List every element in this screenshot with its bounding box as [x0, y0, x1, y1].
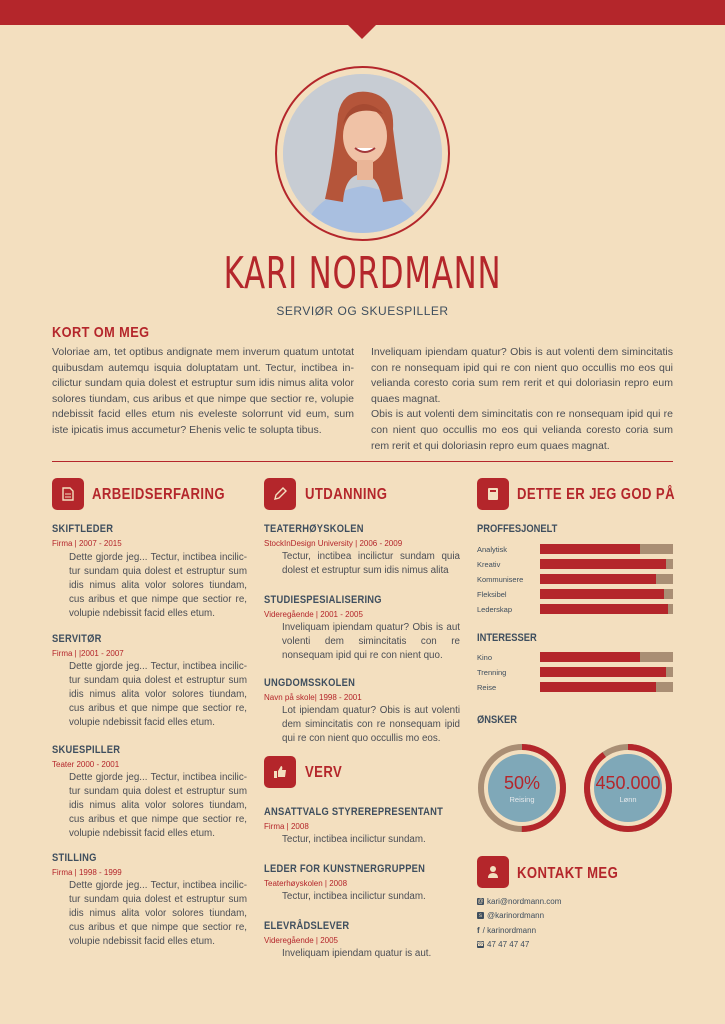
book-icon — [477, 478, 509, 510]
skill-label: Fleksibel — [477, 590, 507, 599]
education-item-meta: Videregående | 2001 - 2005 — [264, 610, 363, 619]
work-item-title: SKIFTLEDER — [52, 523, 114, 535]
work-item-desc: Dette gjorde jeg... Tectur, inctibea incilic-tur sundam quia dolest et estruptur sum idis nimus alita volor solores tiundam, cus aribus et que nimpe que sectior re, volupie ndebissit facid elles etum. — [69, 552, 247, 619]
section-divider — [52, 461, 673, 462]
skill-bar — [540, 604, 673, 614]
verv-item-desc: Inveliquam ipiendam quatur is aut. — [282, 948, 432, 959]
work-item-title: SKUESPILLER — [52, 744, 121, 756]
skill-bar-fill — [540, 604, 668, 614]
contact-section-title: KONTAKT MEG — [517, 865, 619, 882]
skill-bar — [540, 574, 673, 584]
skill-label: Analytisk — [477, 545, 508, 554]
about-text-left: Voloriae am, tet optibus andignate mem inverum quatum untotat quibusdam autemqu isquia doluptatam unt. Tectur, inctibea in-cilictur sundam quia dolest et estruptur sum idis nimus alita volor solores tiundam, cus aribus et que nimpe que sectior re, volupie ndebissit facid elles etum nis eveleste solorrunt vid eum, sum iste ipicatis imus accumetur? Ehenis velic te solupta tibus. — [52, 346, 354, 436]
work-item-meta: Teater 2000 - 2001 — [52, 760, 120, 769]
skill-bar-fill — [540, 652, 640, 662]
education-item-title: UNGDOMSSKOLEN — [264, 677, 356, 689]
skill-label: Lederskap — [477, 605, 513, 614]
verv-item-meta: Firma | 2008 — [264, 822, 309, 831]
skill-label: Kommunisere — [477, 575, 524, 584]
education-item-title: TEATERHØYSKOLEN — [264, 523, 364, 535]
education-section-title: UTDANNING — [305, 486, 388, 503]
wish-ring-travel — [477, 743, 567, 833]
wish-ring-salary — [583, 743, 673, 833]
skill-label: Kino — [477, 653, 493, 662]
verv-item-meta: Videregående | 2005 — [264, 936, 338, 945]
skill-label: Reise — [477, 683, 497, 692]
interests-title: INTERESSER — [477, 632, 537, 644]
skill-bar-fill — [540, 559, 666, 569]
phone-icon: ☎ — [476, 942, 485, 948]
profile-photo — [283, 74, 442, 233]
skill-label: Kreativ — [477, 560, 501, 569]
contact-facebook-text: / karinordmann — [482, 926, 537, 935]
wishes-title: ØNSKER — [477, 714, 518, 726]
verv-section-title: VERV — [305, 764, 343, 781]
about-text-right-p1: Inveliquam ipiendam quatur? Obis is aut volenti dem simincitatis con re nonsequam ipid qui re con nient quo occullis mo eos qui velianda coresto coria sum rem rerit et qui doloriasin repro eum quaes magnat. — [371, 346, 673, 405]
skill-bar-fill — [540, 667, 666, 677]
education-item-meta: StockInDesign University | 2006 - 2009 — [264, 539, 403, 548]
skill-bar-fill — [540, 574, 656, 584]
wish-value: 450.000 — [595, 773, 661, 793]
skype-icon: s — [479, 912, 482, 919]
skill-bar — [540, 652, 673, 662]
wish-label: Reising — [509, 795, 535, 804]
verv-item-desc: Tectur, inctibea incilictur sundam. — [282, 834, 426, 845]
wish-value: 50% — [503, 773, 541, 793]
candidate-subtitle: SERVIØR OG SKUESPILLER — [276, 304, 449, 318]
education-item-meta: Navn på skole| 1998 - 2001 — [264, 693, 362, 702]
education-item-desc: Tectur, inctibea incilictur sundam quia dolest et estruptur sum idis nimus alita — [282, 551, 460, 576]
document-icon — [52, 478, 84, 510]
work-item-desc: Dette gjorde jeg... Tectur, inctibea incilic-tur sundam quia dolest et estruptur sum idis nimus alita volor solores tiundam, cus aribus et que nimpe que sectior re, volupie ndebissit facid elles etum. — [69, 880, 247, 947]
contact-skype[interactable] — [477, 911, 544, 920]
education-item-desc: Inveliquam ipiendam quatur? Obis is aut volenti dem simincitatis con re nonsequam ipid qui re con nient quo. — [282, 622, 460, 661]
work-item-desc: Dette gjorde jeg... Tectur, inctibea incilic-tur sundam quia dolest et estruptur sum idis nimus alita volor solores tiundam, cus aribus et que nimpe que sectior re, volupie ndebissit facid elles etum. — [69, 772, 247, 839]
work-section-title: ARBEIDSERFARING — [92, 486, 225, 503]
portrait-illustration — [283, 74, 442, 233]
wish-label: Lønn — [619, 795, 637, 804]
education-item-desc: Lot ipiendam quatur? Obis is aut volenti dem simincitatis con re nonsequam ipid qui re con nient quo occullis mo eos. — [282, 705, 460, 744]
profile-photo-frame — [275, 66, 450, 241]
work-item-meta: Firma | 2007 - 2015 — [52, 539, 122, 548]
verv-item-title: ANSATTVALG STYREREPRESENTANT — [264, 806, 444, 818]
skill-bar — [540, 667, 673, 677]
verv-item-desc: Tectur, inctibea incilictur sundam. — [282, 891, 426, 902]
user-icon — [477, 856, 509, 888]
email-icon: @ — [477, 898, 484, 905]
about-text-right-p2: Obis is aut volenti dem simincitatis con re nonsequam ipid qui re con nient quo occullis mo eos qui velianda coresto coria sum rem rerit et qui doloriasin repro eum quaes magnat. — [371, 408, 673, 452]
skill-label: Trenning — [477, 668, 507, 677]
about-title: KORT OM MEG — [52, 324, 150, 341]
top-bar — [0, 0, 725, 25]
contact-email-text: kari@nordmann.com — [487, 897, 562, 906]
contact-facebook[interactable] — [477, 926, 536, 935]
work-item-meta: Firma | |2001 - 2007 — [52, 649, 124, 658]
top-notch — [347, 24, 377, 39]
skill-bar — [540, 544, 673, 554]
skill-bar — [540, 589, 673, 599]
verv-item-title: ELEVRÅDSLEVER — [264, 920, 350, 932]
contact-phone[interactable] — [477, 940, 529, 949]
skill-bar-fill — [540, 589, 664, 599]
professional-skills-title: PROFFESJONELT — [477, 523, 558, 535]
contact-phone-text: 47 47 47 47 — [487, 940, 530, 949]
contact-skype-text: @karinordmann — [487, 911, 545, 920]
facebook-icon: f — [477, 926, 480, 935]
skills-section-title: DETTE ER JEG GOD PÅ — [517, 486, 675, 503]
verv-item-title: LEDER FOR KUNSTNERGRUPPEN — [264, 863, 426, 875]
verv-item-meta: Teaterhøyskolen | 2008 — [264, 879, 348, 888]
work-item-title: STILLING — [52, 852, 97, 864]
about-text-right — [371, 345, 673, 454]
candidate-name: KARI NORDMANN — [223, 248, 502, 299]
skill-bar-fill — [540, 682, 656, 692]
skill-bar-fill — [540, 544, 640, 554]
work-item-meta: Firma | 1998 - 1999 — [52, 868, 122, 877]
thumbs-up-icon — [264, 756, 296, 788]
contact-email[interactable] — [477, 897, 561, 906]
pencil-icon — [264, 478, 296, 510]
skill-bar — [540, 682, 673, 692]
skill-bar — [540, 559, 673, 569]
education-item-title: STUDIESPESIALISERING — [264, 594, 382, 606]
work-item-title: SERVITØR — [52, 633, 102, 645]
work-item-desc: Dette gjorde jeg... Tectur, inctibea incilic-tur sundam quia dolest et estruptur sum idis nimus alita volor solores tiundam, cus aribus et que nimpe que sectior re, volupie ndebissit facid elles etum. — [69, 661, 247, 728]
